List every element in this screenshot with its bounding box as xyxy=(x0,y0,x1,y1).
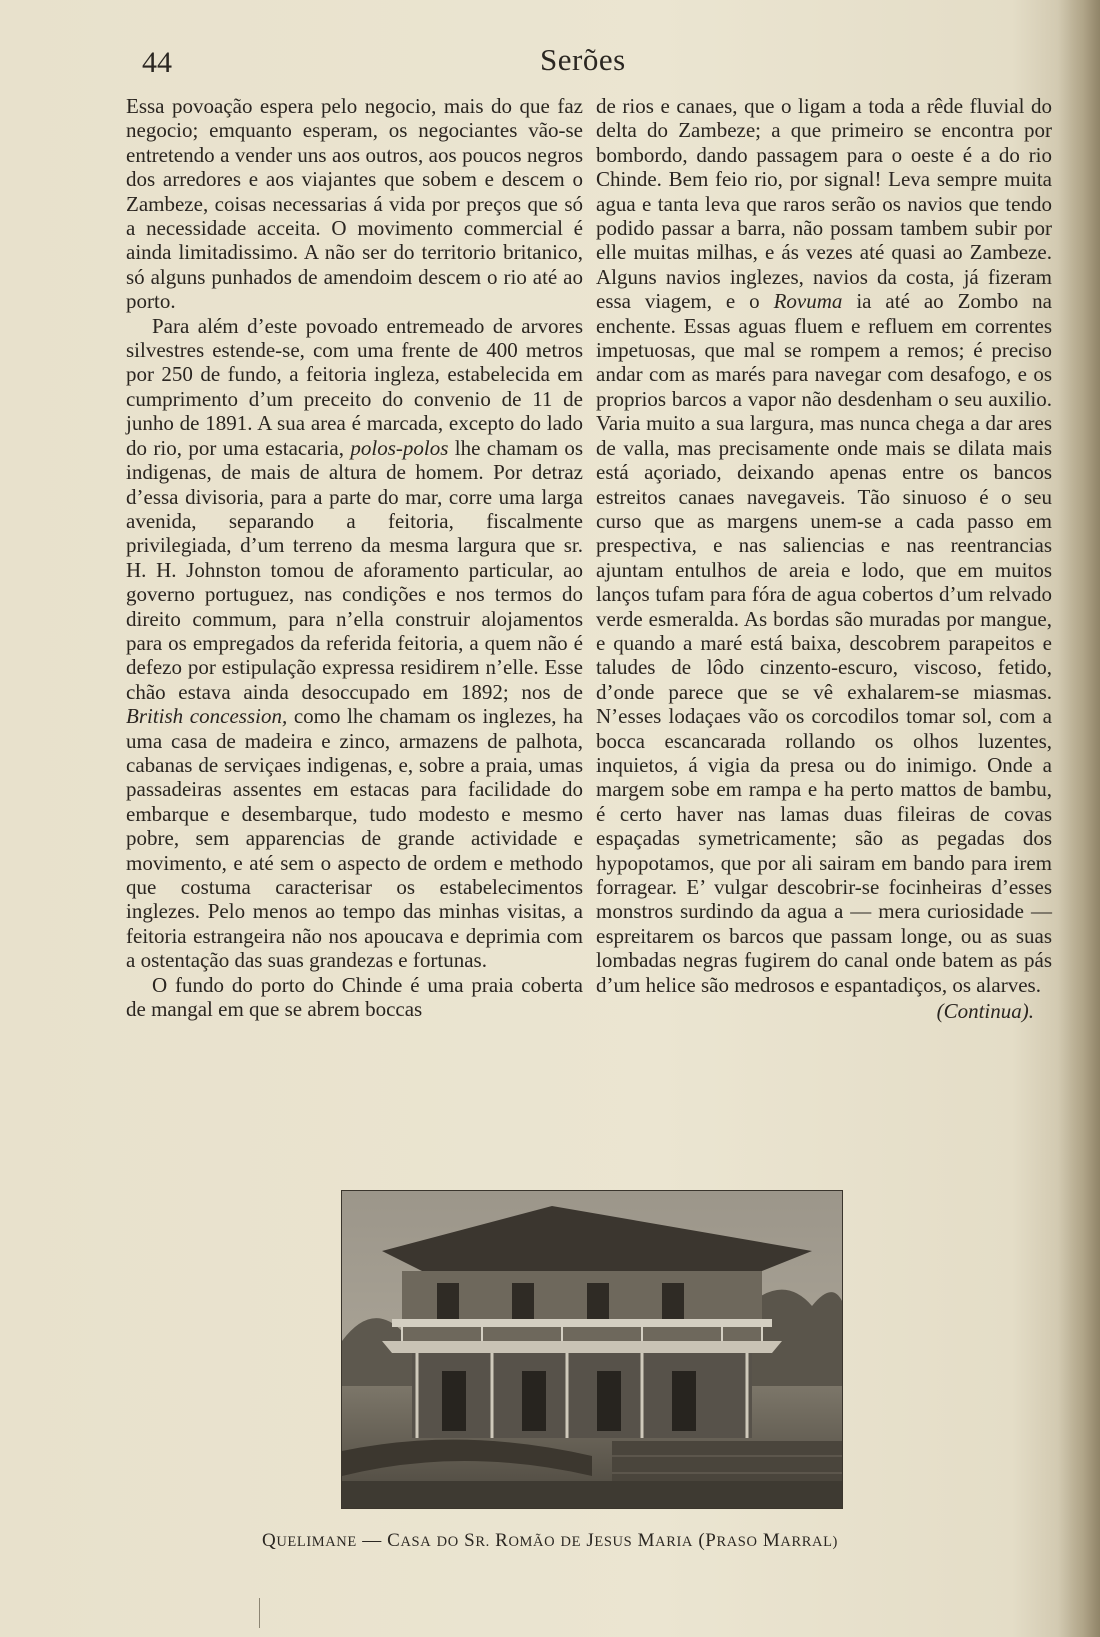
paragraph: O fundo do porto do Chinde é uma praia coberta de mangal em que se abrem boccas xyxy=(126,972,583,1022)
continua-note: (Continua). xyxy=(936,999,1034,1024)
margin-mark xyxy=(259,1598,260,1628)
italic-term: polos-polos xyxy=(350,435,449,460)
paragraph: Para além d’este povoado entremeado de arvores silvestres estende-se, com uma frente de 400 metros por 250 de fundo, a feitoria ingleza, estabelecida em cumprimento d’um preceito do convenio de 11 de junho de 1891. A sua area é marcada, excepto do lado do rio, por uma estacaria, polos-polos lhe chamam os indigenas, de mais de altura de homem. Por detraz d’essa divisoria, para a parte do mar, corre uma larga avenida, separando a feitoria, fiscalmente privilegiada, d’um terreno da mesma largura que sr. H. H. Johnston tomou de aforamento particular, ao governo portuguez, nas condições e nos termos do direito commum, para n’ella construir alojamentos para os empregados da referida feitoria, a quem não é defezo por estipulação expressa residirem n’elle. Esse chão estava ainda desoccupado em 1892; nos de British concession, como lhe chamam os inglezes, ha uma casa de madeira e zinco, armazens de palhota, cabanas de serviçaes indigenas, e, sobre a praia, umas passadeiras assentes em estacas para facilidade do embarque e desembarque, tudo modesto e mesmo pobre, sem apparencias de grande actividade e movimento, e até sem o aspecto de ordem e methodo que costuma caracterisar os estabelecimentos inglezes. Pelo menos ao tempo das minhas visitas, a feitoria estrangeira não nos apoucava e deprimia com a ostentação das suas grandezas e fortunas. xyxy=(126,313,583,973)
left-column xyxy=(126,94,583,1021)
caption-text: QUELIMANE — CASA DO SR. ROMÃO DE JESUS MARIA (PRASO MARRAL) xyxy=(262,1530,838,1551)
house-photograph xyxy=(341,1190,843,1509)
running-head: Serões xyxy=(540,42,626,77)
book-spine-shadow xyxy=(1058,0,1100,1637)
right-column xyxy=(596,94,1052,1023)
italic-term: Rovuma xyxy=(773,289,843,314)
page-number: 44 xyxy=(142,46,172,79)
figure-caption xyxy=(0,1530,1100,1552)
paragraph: de rios e canaes, que o ligam a toda a rêde fluvial do delta do Zambeze; a que primeiro se encontra por bombordo, dando passagem para o oeste é a do rio Chinde. Bem feio rio, por signal! Leva sempre muita agua e tanta leva que raros serão os navios que tendo podido passar a barra, não possam tambem subir por elle muitas milhas, e ás vezes até quasi ao Zambeze. Alguns navios inglezes, navios da costa, já fizeram essa viagem, e o Rovuma ia até ao Zombo na enchente. Essas aguas fluem e refluem em correntes impetuosas, que mal se rompem a remos; é preciso andar com as marés para navegar com desafogo, e os proprios barcos a vapor não desdenham o seu auxilio. Varia muito a sua largura, mas nunca chega a dar ares de valla, mas precisamente onde mais se dilata mais está açoriado, deixando apenas entre os bancos estreitos canaes navegaveis. Tão sinuoso é o seu curso que as margens unem-se a cada passo em prespectiva, e nas saliencias e nas reentrancias ajuntam entulhos de areia e lodo, que em muitos lanços tufam para fóra de agua cobertos d’um relvado verde esmeralda. As bordas são muradas por mangue, e quando a maré está baixa, descobrem parapeitos e taludes de lôdo cinzento-escuro, viscoso, fetido, d’onde parece que se vê exhalarem-se miasmas. N’esses lodaçaes vão os corcodilos tomar sol, com a bocca escancarada rollando os olhos luzentes, inquietos, á vigia da presa ou do inimigo. Onde a margem sobe em rampa e ha perto mattos de bambu, é certo haver nas lamas duas fileiras de covas espaçadas symetricamente; são as pegadas dos hypopotamos, que por ali sairam em bando para irem forragear. E’ vulgar descobrir-se focinheiras d’esses monstros surdindo da agua a — mera curiosidade — espreitarem os barcos que passam longe, ou as suas lombadas negras fugirem do canal onde batem as pás d’um helice são medrosos e espantadiços, os alarves. xyxy=(596,94,1053,997)
italic-term: British concession, xyxy=(126,704,288,729)
paragraph: Essa povoação espera pelo negocio, mais do que faz negocio; emquanto esperam, os negociantes vão-se entretendo a vender uns aos outros, aos poucos negros dos arredores e aos viajantes que sobem e descem o Zambeze, coisas necessarias á vida por preços que só a necessidade acceita. O movimento commercial é ainda limitadissimo. A não ser do territorio britanico, só alguns punhados de amendoim descem o rio até ao porto. xyxy=(126,94,583,314)
